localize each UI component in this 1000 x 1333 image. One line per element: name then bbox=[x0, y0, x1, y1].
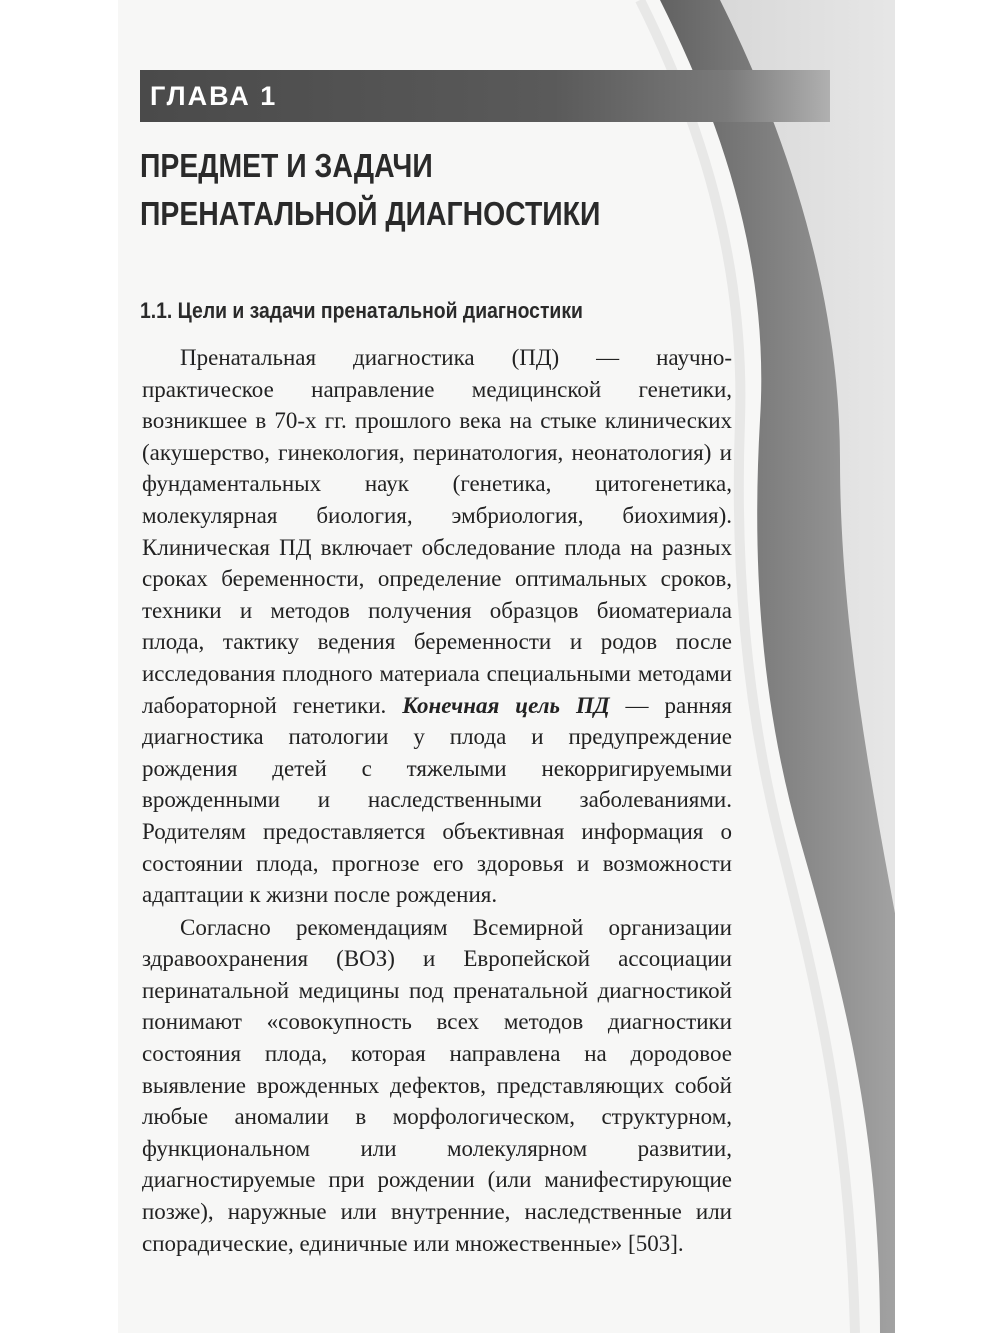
chapter-title-line-2: ПРЕНАТАЛЬНОЙ ДИАГНОСТИКИ bbox=[140, 195, 601, 232]
paragraph-2: Согласно рекомендациям Всемирной организации здравоохранения (ВОЗ) и Европейской ассоциации перинатальной медицины под пренатальной диагностикой понимают «совокупность всех методов диагностики состояния плода, которая направлена на дородовое выявление врожденных дефектов, представляющих собой любые аномалии в морфологическом, структурном, функциональном или молекулярном развитии, диагностируемые при рождении (или манифестирующие позже), наружные или внутренние, наследственные или спорадические, единичные или множественные» [503]. bbox=[142, 914, 732, 1256]
paragraph-1-part-1: Пренатальная диагностика (ПД) — научно-практическое направление медицинской генетики, возникшее в 70-х гг. прошлого века на стыке клинических (акушерство, гинекология, перинатология, неонатология) и фундаментальных наук (генетика, цитогенетика, молекулярная биология, эмбриология, биохимия). Клиническая ПД включает обследование плода на разных сроках беременности, определение оптимальных сроков, техники и методов получения образцов биоматериала плода, тактику ведения беременности и родов после исследования плодного материала специальными методами лабораторной генетики. bbox=[142, 345, 732, 718]
paragraph-1-emphasis: Конечная цель ПД bbox=[402, 692, 610, 718]
section-heading: 1.1. Цели и задачи пренатальной диагностики bbox=[140, 298, 583, 323]
chapter-label: ГЛАВА 1 bbox=[150, 81, 278, 111]
paragraph-1-part-2: — ранняя диагностика патологии у плода и предупреждение рождения детей с тяжелыми некорригируемыми врожденными и наследственными заболеваниями. Родителям предоставляется объективная информация о состоянии плода, прогнозе его здоровья и возможности адаптации к жизни после рождения. bbox=[142, 692, 732, 908]
body-text bbox=[142, 342, 732, 1260]
chapter-title bbox=[140, 142, 673, 238]
chapter-title-line-1: ПРЕДМЕТ И ЗАДАЧИ bbox=[140, 147, 433, 184]
page-margin-left bbox=[0, 0, 118, 1333]
paragraph-1 bbox=[142, 342, 732, 911]
